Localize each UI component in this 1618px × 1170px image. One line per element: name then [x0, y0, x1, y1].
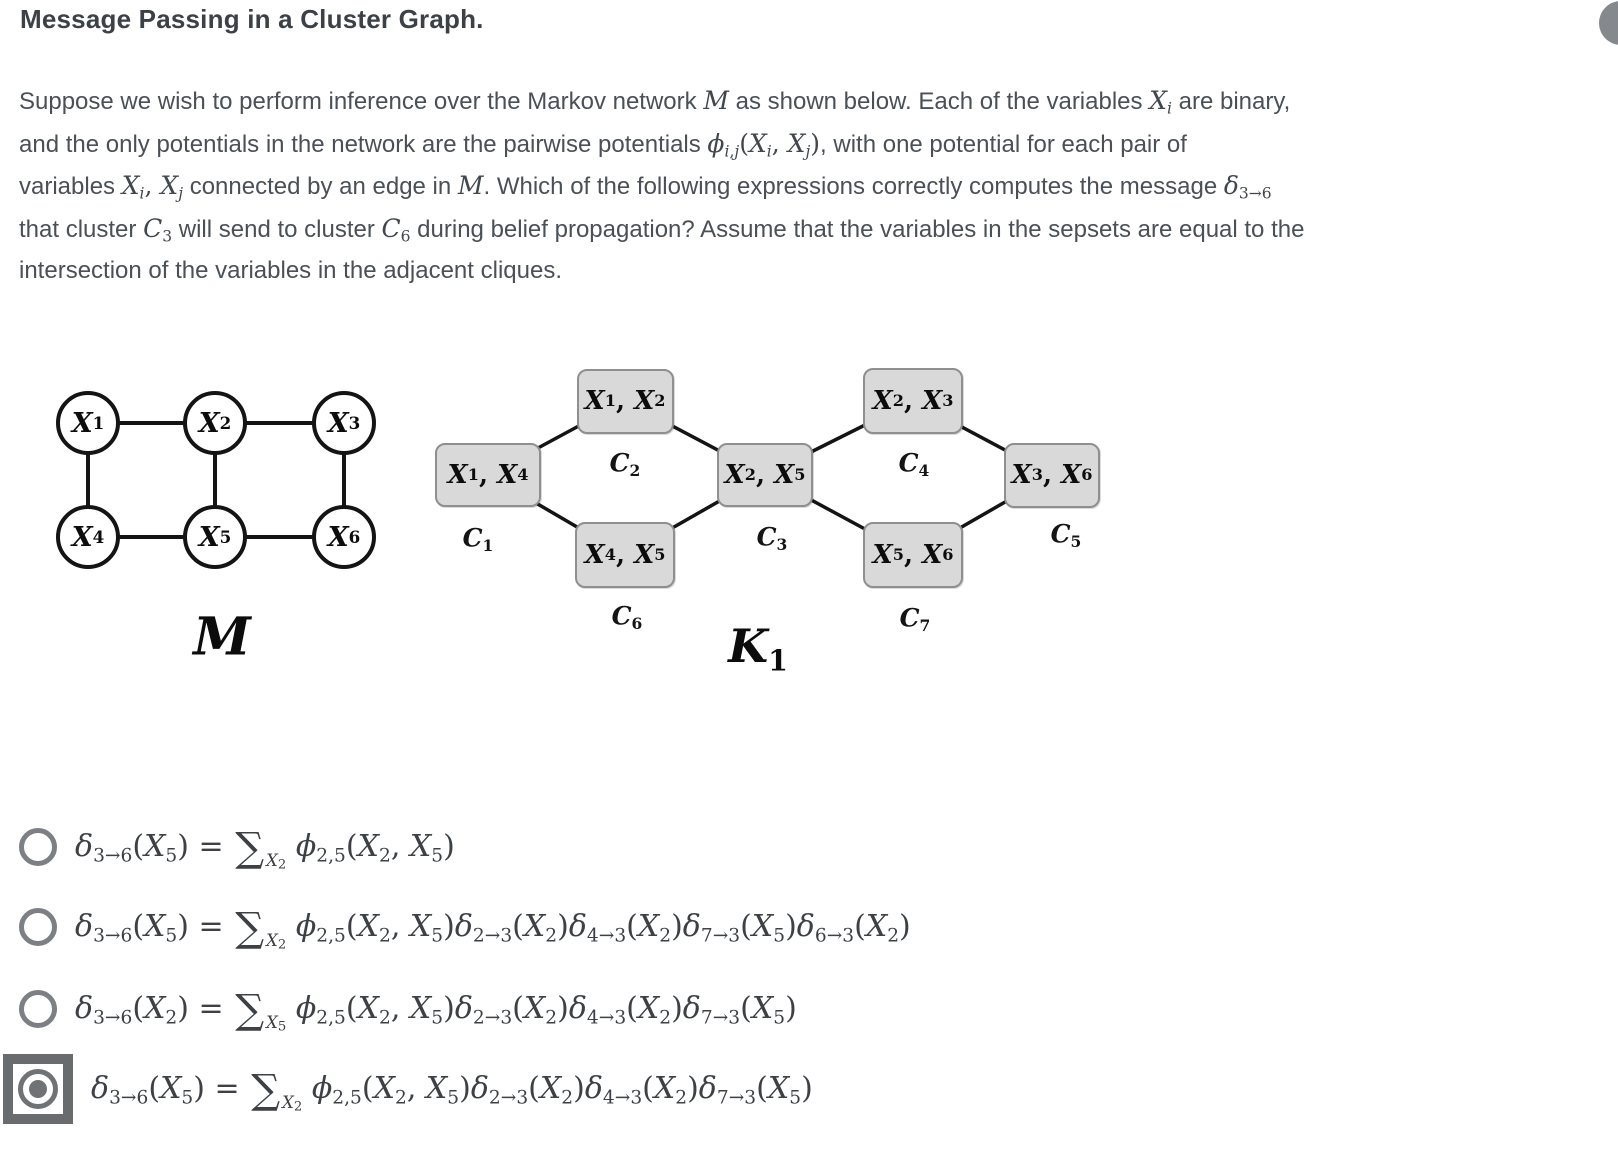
cluster-box-C7: X 5 , X 6 [863, 522, 963, 588]
question-line-2: and the only potentials in the network are the pairwise potentials $\phi_{i,j}(X_i$, $X_j$), with one potential for each pair of [19, 128, 1187, 161]
markov-node-X3: X 3 [312, 391, 376, 455]
cluster-label-C4: $C_4$ [898, 448, 930, 481]
question-line-3: variables $X_i$, $X_j$ connected by an edge in M. Which of the following expressions correctly computes the message $\delta_{3\to 6}$ [19, 171, 1272, 203]
markov-node-X6: X 6 [312, 505, 376, 569]
cluster-graph-label: $K_1$ [728, 619, 788, 678]
markov-network-label: M [193, 606, 251, 668]
question-line-1: Suppose we wish to perform inference over the Markov network M as shown below. Each of the variables $X_i$ are binary, [19, 86, 1291, 118]
radio-button[interactable] [19, 990, 57, 1028]
markov-node-X2: X 2 [183, 391, 247, 455]
inline-math: $\delta_{3\to 6}$ [1223, 171, 1272, 203]
cluster-label-C5: $C_5$ [1050, 519, 1082, 552]
inline-math: $X_i$ [1149, 86, 1172, 118]
cluster-box-C2: X 1 , X 2 [577, 369, 674, 434]
answer-option-2[interactable] [0, 903, 911, 953]
inline-math: M [457, 171, 484, 201]
radio-button[interactable] [19, 828, 57, 866]
answer-option-3[interactable] [0, 985, 797, 1035]
inline-math: M [703, 86, 729, 115]
option-formula: $\delta_{3\to 6}(X_5)$ = ∑ $_{X_2}$ $\phi_{2,5}(X_2$, $X_5)\delta_{2\to 3}(X_2)\delta_{4\to 3}(X_2)\delta_{7\to 3}(X_5)$ [91, 1065, 813, 1115]
corner-avatar-icon[interactable] [1599, 1, 1618, 45]
option-formula: $\delta_{3\to 6}(X_2)$ = ∑ $_{X_5}$ $\phi_{2,5}(X_2$, $X_5)\delta_{2\to 3}(X_2)\delta_{4\to 3}(X_2)\delta_{7\to 3}(X_5)$ [75, 985, 797, 1035]
inline-math: $X_i$, $X_j$ [121, 171, 184, 203]
cluster-label-C7: $C_7$ [899, 603, 931, 636]
cluster-box-C4: X 2 , X 3 [863, 368, 963, 434]
cluster-label-C1: $C_1$ [462, 523, 494, 556]
radio-dot [29, 1080, 47, 1098]
answer-option-1[interactable] [0, 823, 455, 873]
cluster-box-C3: X 2 , X 5 [717, 443, 813, 507]
inline-math: $C_3$ [143, 213, 173, 246]
radio-button[interactable] [19, 908, 57, 946]
cluster-box-C5: X 3 , X 6 [1004, 443, 1100, 508]
cluster-box-C6: X 4 , X 5 [575, 522, 675, 588]
question-line-4: that cluster $C_3$ will send to cluster $C_6$ during belief propagation? Assume that the variables in the sepsets are equal to the [19, 213, 1305, 246]
option-formula: $\delta_{3\to 6}(X_5)$ = ∑ $_{X_2}$ $\phi_{2,5}(X_2$, $X_5$) [75, 823, 455, 873]
inline-math: $\phi_{i,j}(X_i$, $X_j$) [707, 128, 821, 161]
cluster-label-C2: $C_2$ [609, 448, 641, 481]
question-line-5: intersection of the variables in the adjacent cliques. [19, 257, 562, 285]
question-title: Message Passing in a Cluster Graph. [20, 4, 484, 34]
figure-markov-and-cluster-graph [0, 330, 1160, 680]
markov-node-X5: X 5 [183, 505, 247, 569]
markov-node-X1: X 1 [56, 391, 120, 455]
option-formula: $\delta_{3\to 6}(X_5)$ = ∑ $_{X_2}$ $\phi_{2,5}(X_2$, $X_5)\delta_{2\to 3}(X_2)\delta_{4\to 3}(X_2)\delta_{7\to 3}(X_5)\delta_{6\to 3}(X_2)$ [75, 903, 911, 953]
radio-button-selected[interactable] [3, 1054, 73, 1124]
question-text [19, 80, 1614, 293]
cluster-label-C3: $C_3$ [756, 522, 788, 555]
cluster-box-C1: X 1 , X 4 [435, 443, 541, 507]
answer-option-4[interactable] [0, 1054, 813, 1124]
radio-ring [18, 1069, 58, 1109]
inline-math: $C_6$ [381, 213, 411, 246]
markov-node-X4: X 4 [56, 505, 120, 569]
cluster-label-C6: $C_6$ [611, 601, 643, 634]
